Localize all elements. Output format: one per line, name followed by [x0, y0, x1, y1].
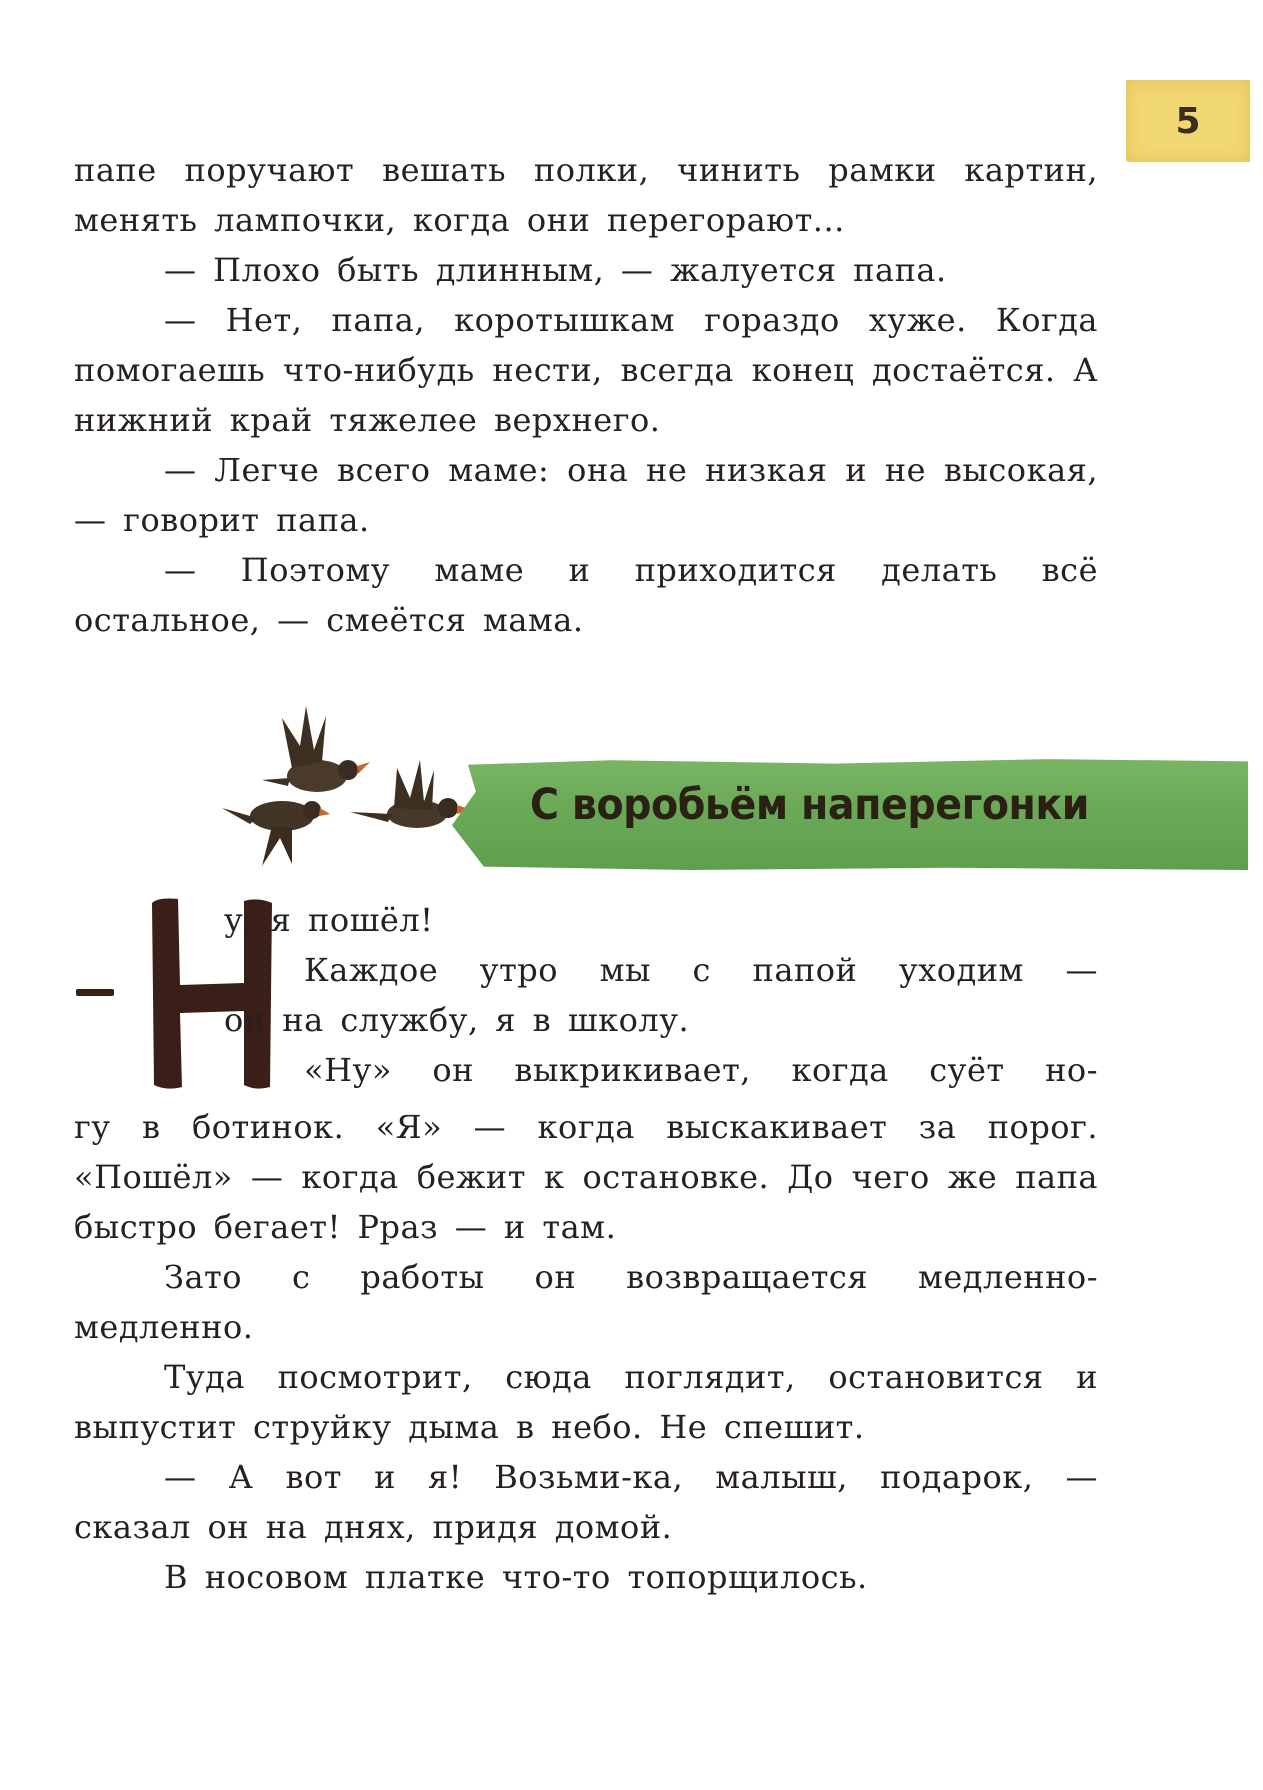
- paragraph: «Ну» он выкрикивает, когда суёт но-: [304, 1051, 1098, 1089]
- paragraph: гу в ботинок. «Я» — когда выскакивает за порог. «Пошёл» — когда бежит к остановке. До чего же папа быстро бегает! Рраз — и там.: [74, 1108, 1098, 1246]
- sparrows-illustration: [222, 698, 502, 872]
- paragraph: Зато с работы он возвращается медленно-медленно.: [74, 1258, 1098, 1346]
- paragraph: — Поэтому маме и приходится делать всё остальное, — смеётся мама.: [74, 551, 1098, 639]
- paragraph: Туда посмотрит, сюда поглядит, остановится и выпустит струйку дыма в небо. Не спешит.: [74, 1358, 1098, 1446]
- paragraph: он на службу, я в школу.: [224, 1001, 690, 1039]
- sparrow-icon: [262, 706, 370, 792]
- paragraph: — Легче всего маме: она не низкая и не высокая, — говорит папа.: [74, 451, 1098, 539]
- paragraph: — Нет, папа, коротышкам гораздо хуже. Когда помогаешь что-нибудь нести, всегда конец достаётся. А нижний край тяжелее верхнего.: [74, 301, 1098, 439]
- drop-cap-dash: [76, 989, 114, 996]
- page-number: 5: [1175, 100, 1201, 142]
- sparrow-icon: [222, 801, 330, 866]
- text-block-bottom: [74, 1102, 1098, 1602]
- paragraph: — А вот и я! Возьми-ка, малыш, подарок, — сказал он на днях, придя домой.: [74, 1458, 1098, 1546]
- chapter-opening: [74, 895, 1098, 1095]
- paragraph: Каждое утро мы с папой уходим —: [304, 951, 1098, 989]
- chapter-title: С воробьём наперегонки: [530, 780, 1090, 830]
- paragraph: папе поручают вешать полки, чинить рамки картин, менять лампочки, когда они перегорают...: [74, 151, 1098, 239]
- page-number-tab: [1126, 80, 1250, 162]
- text-block-top: [74, 145, 1098, 645]
- paragraph: — Плохо быть длинным, — жалуется папа.: [164, 251, 947, 289]
- sparrow-icon: [350, 760, 472, 828]
- paragraph: В носовом платке что-то топорщилось.: [164, 1558, 868, 1596]
- paragraph: у, я пошёл!: [224, 901, 434, 939]
